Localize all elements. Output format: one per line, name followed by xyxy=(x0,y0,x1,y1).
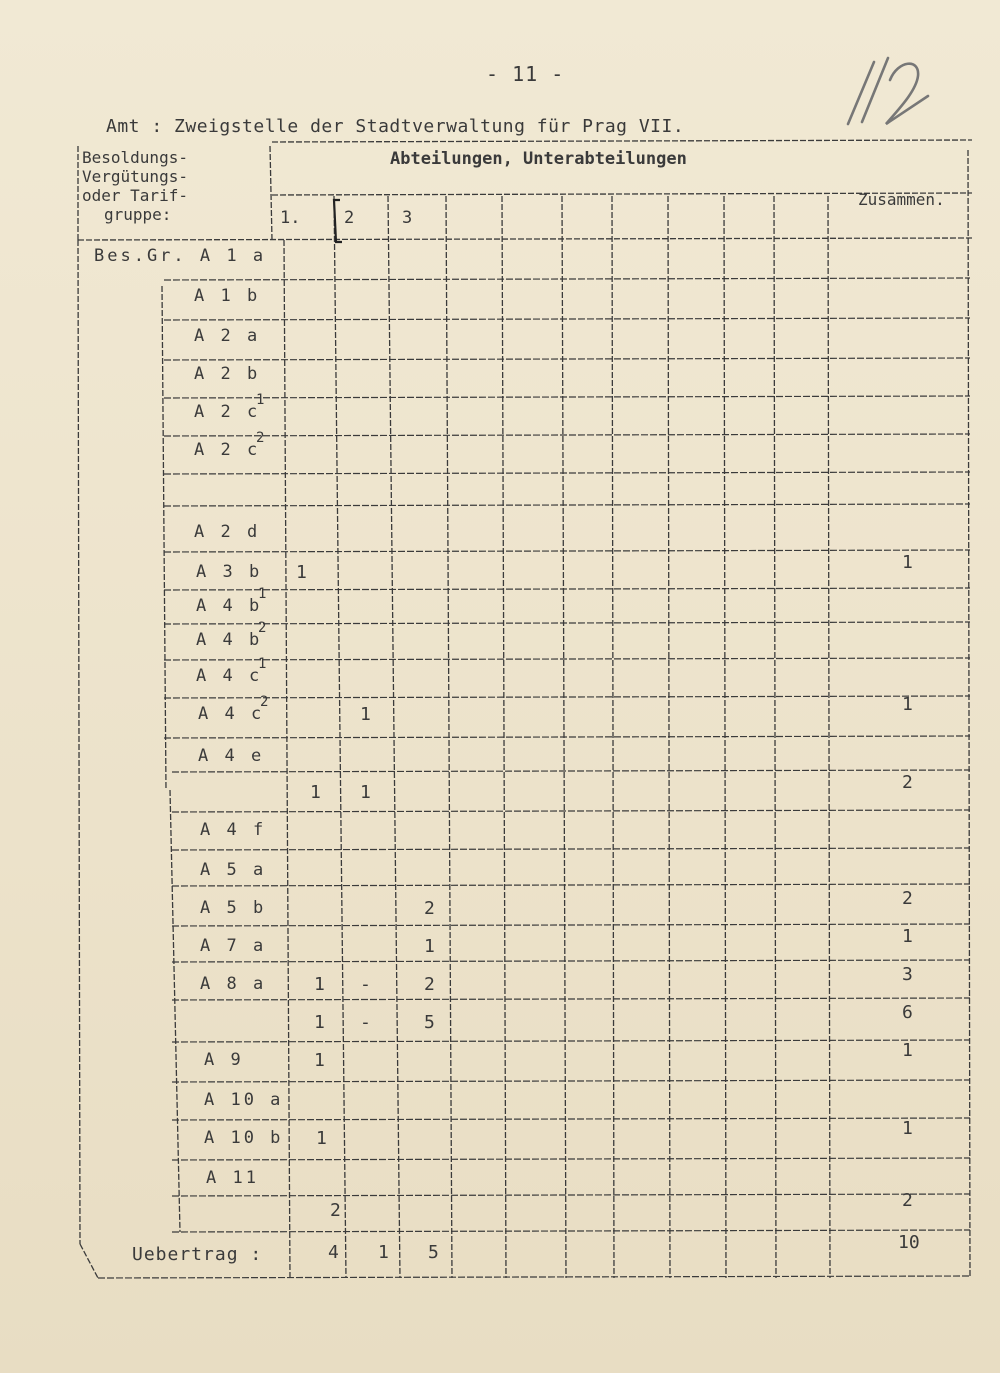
row-value-c3: 5 xyxy=(424,1012,435,1033)
row-value-c1: 1 xyxy=(296,562,307,583)
uebertrag-label: Uebertrag : xyxy=(132,1244,263,1265)
row-line xyxy=(172,848,970,850)
row-line xyxy=(172,1080,970,1082)
row-label-superscript: 2 xyxy=(260,694,269,710)
abteilungen-header: Abteilungen, Unterabteilungen xyxy=(390,149,687,169)
row-value-c1: 1 xyxy=(314,974,325,995)
row-total: 1 xyxy=(902,926,913,947)
row-value-c1: 1 xyxy=(316,1128,327,1149)
row-line xyxy=(164,318,970,320)
row-line xyxy=(172,1230,970,1232)
row-label: A 7 a xyxy=(200,936,267,956)
row-total: 2 xyxy=(902,1190,913,1211)
row-line xyxy=(172,998,970,1000)
row-value-c1: 1 xyxy=(310,782,321,803)
row-label-superscript: 1 xyxy=(256,392,265,408)
row-total: 1 xyxy=(902,552,913,573)
row-label: A 2 d xyxy=(194,522,261,542)
office-line: Amt : Zweigstelle der Stadtverwaltung für Prag VII. xyxy=(106,116,685,137)
group-header-line: Vergütungs- xyxy=(82,167,188,186)
row-total: 6 xyxy=(902,1002,913,1023)
group-header xyxy=(82,148,188,224)
column-number-3: 3 xyxy=(402,208,413,228)
row-line xyxy=(172,1040,970,1042)
column-number-1: 1. xyxy=(280,208,301,228)
row-label: Bes.Gr. A 1 a xyxy=(94,246,267,266)
row-label: A 2 a xyxy=(194,326,261,346)
row-line xyxy=(172,960,970,962)
row-label: A 8 a xyxy=(200,974,267,994)
row-label: A 5 a xyxy=(200,860,267,880)
row-label: A 5 b xyxy=(200,898,267,918)
row-label-superscript: 2 xyxy=(258,620,267,636)
row-label: A 2 c xyxy=(194,402,261,422)
row-line xyxy=(164,658,970,660)
row-total: 1 xyxy=(902,694,913,715)
uebertrag-col2: 1 xyxy=(378,1242,389,1263)
row-value-c3: 1 xyxy=(424,936,435,957)
row-line xyxy=(164,278,970,280)
page-number: - 11 - xyxy=(486,62,565,86)
row-line xyxy=(172,770,970,772)
row-value-c1: 1 xyxy=(314,1050,325,1071)
uebertrag-col3: 5 xyxy=(428,1242,439,1263)
row-total: 2 xyxy=(902,772,913,793)
row-value-c3: 2 xyxy=(424,974,435,995)
table-bottom-line xyxy=(98,1276,970,1278)
row-total: 2 xyxy=(902,888,913,909)
row-label: A 4 c xyxy=(198,704,265,724)
row-label: A 11 xyxy=(206,1168,259,1188)
zusammen-header: Zusammen. xyxy=(858,190,945,209)
row-line xyxy=(172,1118,970,1120)
row-label: A 3 b xyxy=(196,562,263,582)
row-value-c3: 2 xyxy=(424,898,435,919)
row-total: 1 xyxy=(902,1040,913,1061)
row-label: A 4 b xyxy=(196,596,263,616)
row-label: A 9 xyxy=(204,1050,244,1070)
row-line xyxy=(164,696,970,698)
row-label: A 10 a xyxy=(204,1090,284,1110)
uebertrag-total: 10 xyxy=(898,1232,920,1253)
row-total: 3 xyxy=(902,964,913,985)
row-line xyxy=(172,884,970,886)
row-line xyxy=(172,1194,970,1196)
handwritten-folio xyxy=(838,50,948,134)
row-value-c2: 1 xyxy=(360,704,371,725)
row-line xyxy=(164,736,970,738)
row-line xyxy=(172,924,970,926)
row-label-superscript: 2 xyxy=(256,430,265,446)
row-label: A 4 b xyxy=(196,630,263,650)
row-label-superscript: 1 xyxy=(258,586,267,602)
uebertrag-col1: 4 xyxy=(328,1242,339,1263)
row-value-c2: - xyxy=(360,1012,371,1033)
row-line xyxy=(172,810,970,812)
row-label: A 4 e xyxy=(198,746,265,766)
row-label: A 2 b xyxy=(194,364,261,384)
group-header-line: Besoldungs- xyxy=(82,148,188,167)
row-label: A 4 c xyxy=(196,666,263,686)
row-label: A 1 b xyxy=(194,286,261,306)
row-value-c2: - xyxy=(360,974,371,995)
group-header-line: oder Tarif- xyxy=(82,186,188,205)
group-header-line: gruppe: xyxy=(104,205,172,224)
row-value-c2: 1 xyxy=(360,782,371,803)
column-number-2: 2 xyxy=(344,208,355,228)
row-total: 1 xyxy=(902,1118,913,1139)
row-value-c1: 2 xyxy=(330,1200,341,1221)
row-label: A 10 b xyxy=(204,1128,284,1148)
row-value-c1: 1 xyxy=(314,1012,325,1033)
row-line xyxy=(164,622,970,624)
row-line xyxy=(164,358,970,360)
row-label: A 2 c xyxy=(194,440,261,460)
row-label-superscript: 1 xyxy=(258,656,267,672)
row-label: A 4 f xyxy=(200,820,267,840)
row-line xyxy=(164,550,970,552)
row-line xyxy=(164,588,970,590)
row-line xyxy=(172,1158,970,1160)
